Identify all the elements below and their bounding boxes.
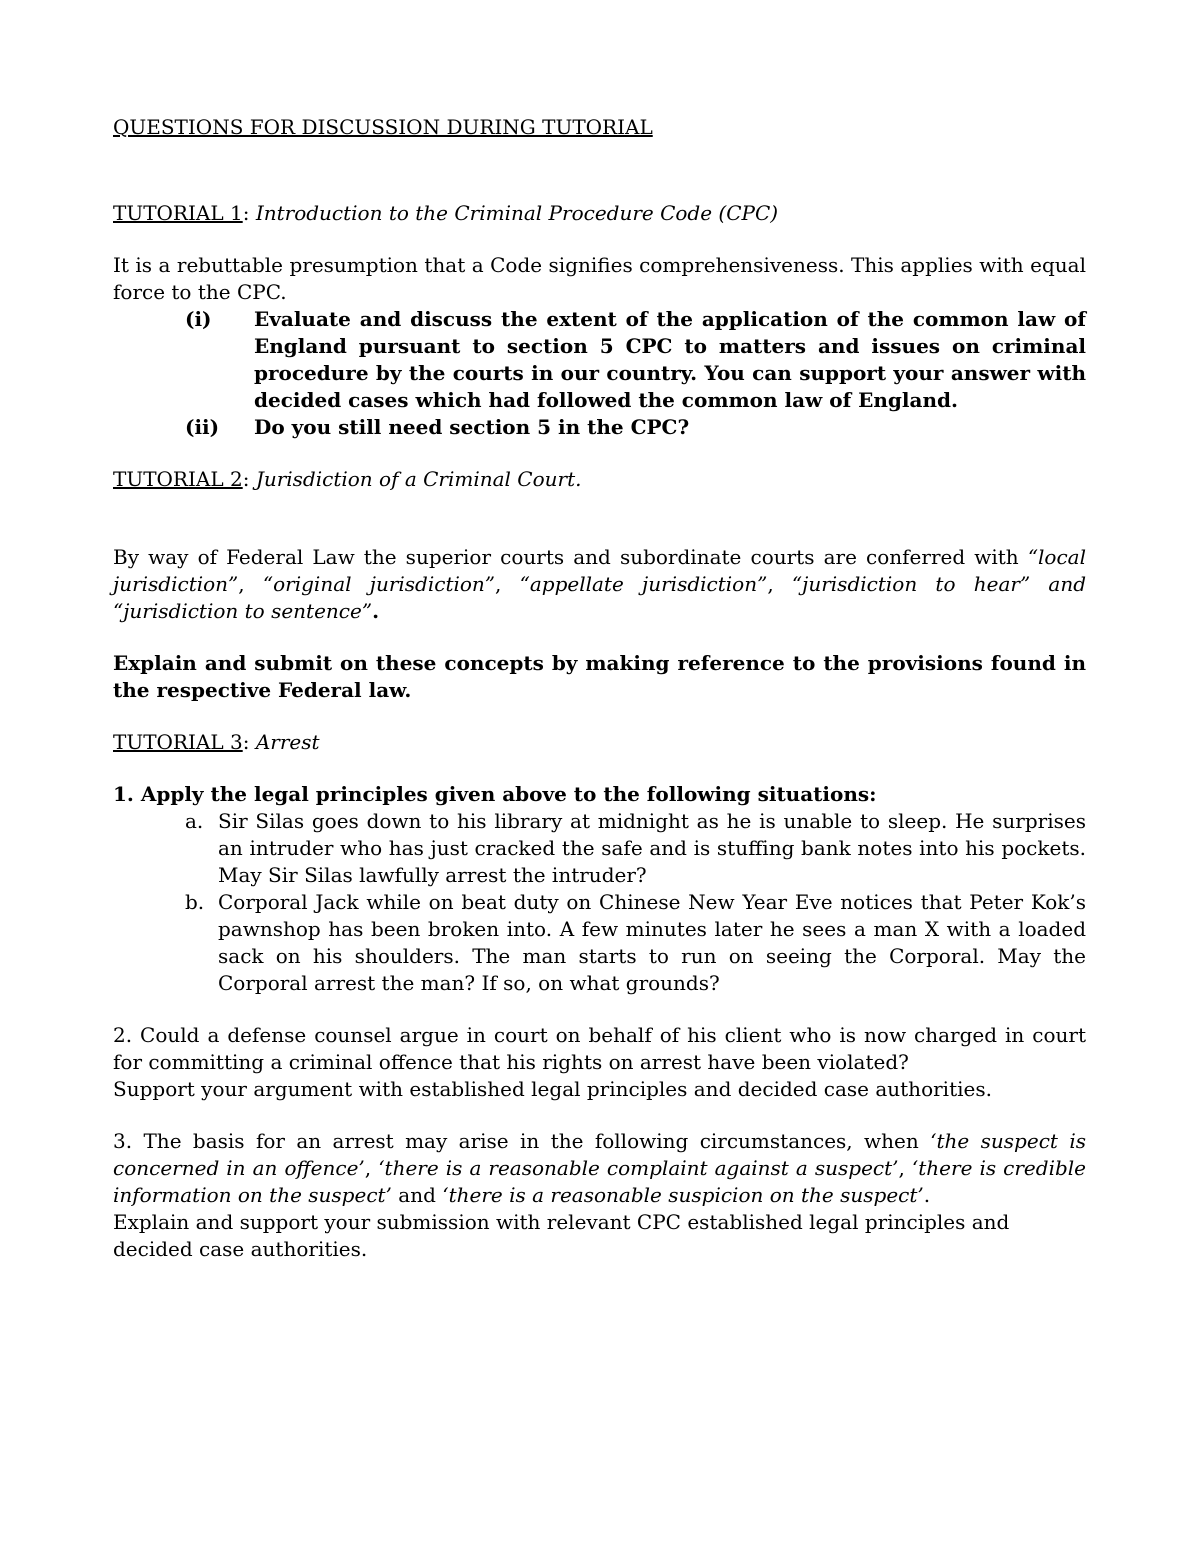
question-2: 2. Could a defense counsel argue in court on behalf of his client who is now charged in court for committing a criminal offence that his rights on arrest have been violated? (113, 1023, 1086, 1074)
tutorial-2-heading: TUTORIAL 2: Jurisdiction of a Criminal Court. (113, 467, 582, 491)
question-1-item-b (113, 889, 1086, 997)
item-number: (ii) (185, 415, 220, 439)
tutorial-2-task: Explain and submit on these concepts by making reference to the provisions found in the respective Federal law. (113, 651, 1086, 702)
item-text: Evaluate and discuss the extent of the application of the common law of England pursuant to section 5 CPC to matters and issues on criminal procedure by the courts in our country. You can support your answer with decided cases which had followed the common law of England. (254, 307, 1086, 412)
page-title: QUESTIONS FOR DISCUSSION DURING TUTORIAL (113, 115, 653, 139)
tutorial-1-heading: TUTORIAL 1: Introduction to the Criminal Procedure Code (CPC) (113, 201, 779, 225)
item-letter: b. (185, 890, 205, 914)
tutorial-2-topic: Jurisdiction of a Criminal Court. (255, 467, 582, 491)
item-letter: a. (185, 809, 204, 833)
tutorial-2-paragraph: By way of Federal Law the superior courts and subordinate courts are conferred with “local jurisdiction”, “original jurisdiction”, “appellate jurisdiction”, “jurisdiction to hear” and “jurisdiction to sentence”. (113, 545, 1087, 623)
tutorial-1-topic: Introduction to the Criminal Procedure Code (CPC) (255, 201, 779, 225)
item-text: Corporal Jack while on beat duty on Chinese New Year Eve notices that Peter Kok’s pawnshop has been broken into. A few minutes later he sees a man X with a loaded sack on his shoulders. The man starts to run on seeing the Corporal. May the Corporal arrest the man? If so, on what grounds? (218, 890, 1086, 995)
tutorial-1-item-ii (113, 414, 1086, 441)
tutorial-2-label: TUTORIAL 2 (113, 467, 243, 491)
item-text: Sir Silas goes down to his library at midnight as he is unable to sleep. He surprises an intruder who has just cracked the safe and is stuffing bank notes into his pockets. May Sir Silas lawfully arrest the intruder? (218, 809, 1086, 887)
question-1: 1. Apply the legal principles given above to the following situations: (113, 782, 877, 806)
item-text: Do you still need section 5 in the CPC? (254, 415, 690, 439)
tutorial-1-label: TUTORIAL 1 (113, 201, 243, 225)
document-body (113, 114, 1086, 1263)
tutorial-1-intro: It is a rebuttable presumption that a Code signifies comprehensiveness. This applies with equal force to the CPC. (113, 253, 1086, 304)
item-number: (i) (185, 307, 212, 331)
tutorial-3-topic: Arrest (255, 730, 320, 754)
question-1-item-a (113, 808, 1086, 889)
question-3-explain: Explain and support your submission with relevant CPC established legal principles and decided case authorities. (113, 1210, 1010, 1261)
question-2-support: Support your argument with established legal principles and decided case authorities. (113, 1077, 992, 1101)
tutorial-3-label: TUTORIAL 3 (113, 730, 243, 754)
tutorial-3-heading: TUTORIAL 3: Arrest (113, 730, 320, 754)
question-3: 3. The basis for an arrest may arise in the following circumstances, when ‘the suspect is concerned in an offence’, ‘there is a reasonable complaint against a suspect’, ‘there is credible information on the suspect’ and ‘there is a reasonable suspicion on the suspect’. (113, 1129, 1086, 1207)
tutorial-1-item-i (113, 306, 1086, 414)
